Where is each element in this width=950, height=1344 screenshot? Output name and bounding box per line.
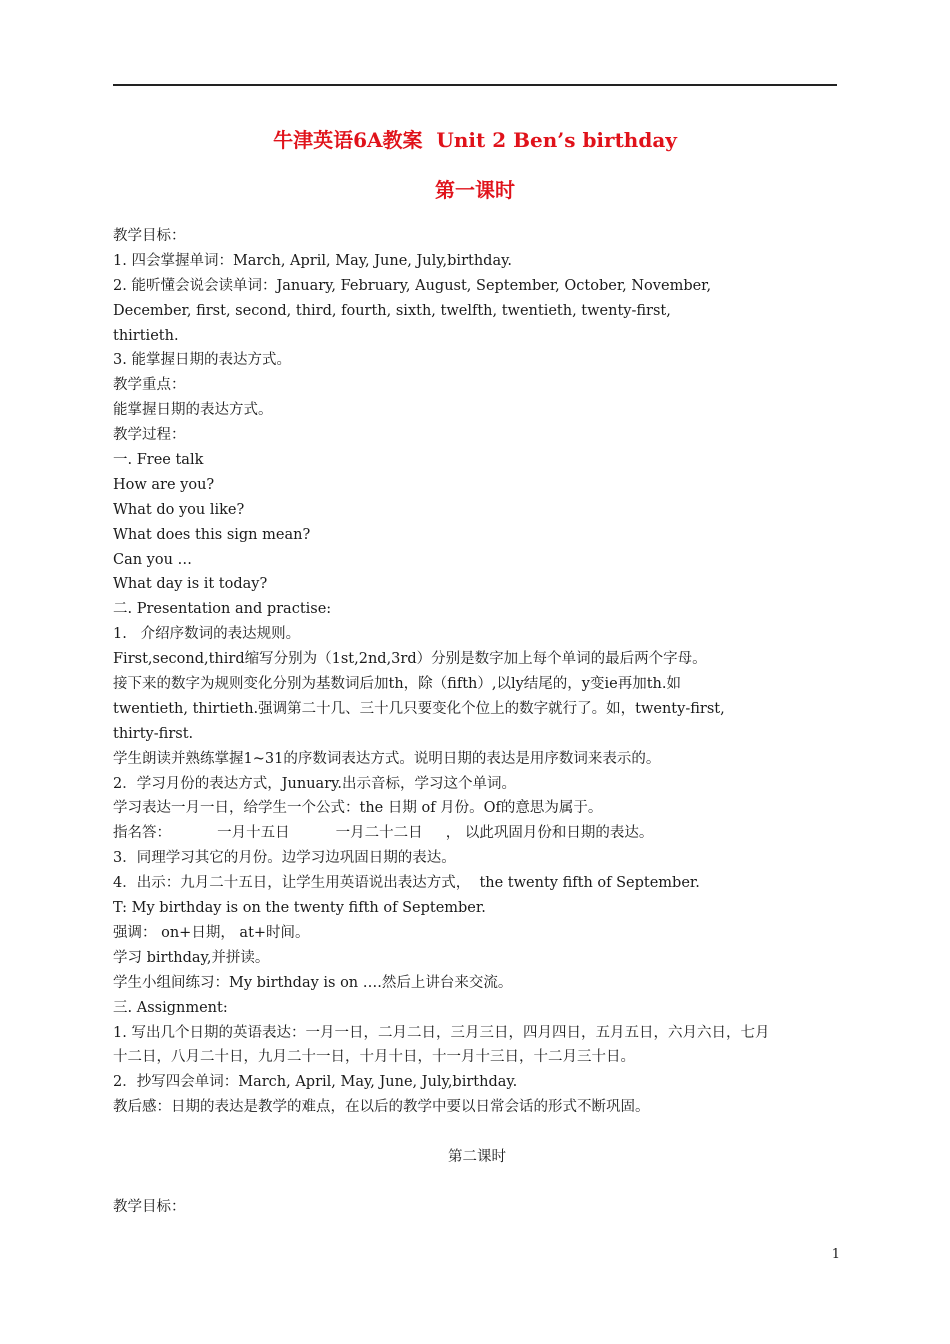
body-line: 4．出示：九月二十五日，让学生用英语说出表达方式， the twenty fifth of September. bbox=[113, 875, 700, 892]
body-line: 教学过程： bbox=[113, 427, 186, 444]
lesson-body bbox=[113, 224, 841, 1220]
body-line: 3. 能掌握日期的表达方式。 bbox=[113, 352, 291, 369]
body-line: 2．学习月份的表达方式，Junuary.出示音标，学习这个单词。 bbox=[113, 775, 517, 792]
document-title: 牛津英语6A教案 Unit 2 Ben’s birthday bbox=[273, 128, 677, 152]
body-line: 2．抄写四会单词：March, April, May, June, July,birthday. bbox=[113, 1074, 518, 1091]
body-line: 教学重点： bbox=[113, 377, 186, 394]
body-line: 1. 介绍序数词的表达规则。 bbox=[113, 626, 301, 643]
lesson-heading: 第一课时 bbox=[435, 178, 515, 202]
body-line: 能掌握日期的表达方式。 bbox=[113, 402, 273, 419]
body-line: 指名答： 一月十五日 一月二十二日 ， 以此巩固月份和日期的表达。 bbox=[113, 825, 654, 842]
body-line: 教学目标： bbox=[113, 228, 186, 244]
body-line: 学习表达一月一日，给学生一个公式：the 日期 of 月份。Of的意思为属于。 bbox=[113, 800, 603, 817]
body-line: 强调： on+日期， at+时间。 bbox=[113, 924, 310, 941]
body-line: 教后感：日期的表达是教学的难点，在以后的教学中要以日常会话的形式不断巩固。 bbox=[113, 1099, 650, 1116]
body-line: 1. 四会掌握单词：March, April, May, June, July,birthday. bbox=[113, 252, 512, 269]
body-line: What day is it today? bbox=[113, 576, 268, 593]
body-line: 学生小组间练习：My birthday is on ….然后上讲台来交流。 bbox=[113, 974, 513, 991]
body-line: 学习 birthday,并拼读。 bbox=[113, 949, 270, 966]
spacer bbox=[113, 1120, 841, 1145]
second-lesson-heading: 第二课时 bbox=[448, 1148, 506, 1165]
body-line: thirtieth. bbox=[113, 327, 179, 344]
body-line: 教学目标： bbox=[113, 1198, 186, 1215]
body-line: 十二日，八月二十日，九月二十一日，十月十日，十一月十三日，十二月三十日。 bbox=[113, 1049, 635, 1066]
body-line: 学生朗读并熟练掌握1~31的序数词表达方式。说明日期的表达是用序数词来表示的。 bbox=[113, 750, 661, 767]
spacer bbox=[113, 1170, 841, 1195]
body-line: 3．同理学习其它的月份。边学习边巩固日期的表达。 bbox=[113, 850, 456, 867]
header-rule bbox=[113, 84, 837, 86]
body-line: What does this sign mean? bbox=[113, 526, 311, 543]
body-line: thirty-first. bbox=[113, 725, 194, 742]
body-line: T: My birthday is on the twenty fifth of September. bbox=[113, 900, 486, 917]
body-line: What do you like? bbox=[113, 501, 245, 518]
body-line: 一. Free talk bbox=[113, 452, 204, 469]
body-line: First,second,third缩写分别为（1st,2nd,3rd）分别是数字加上每个单词的最后两个字母。 bbox=[113, 651, 707, 668]
body-line: 1. 写出几个日期的英语表达：一月一日，二月二日，三月三日，四月四日，五月五日，六月六日，七月 bbox=[113, 1024, 770, 1041]
body-line: twentieth, thirtieth.强调第二十几、三十几只要变化个位上的数字就行了。如，twenty-first, bbox=[113, 700, 725, 717]
body-line: December, first, second, third, fourth, sixth, twelfth, twentieth, twenty-first, bbox=[113, 302, 671, 319]
body-line: 接下来的数字为规则变化分别为基数词后加th，除（fifth）,以ly结尾的，y变ie再加th.如 bbox=[113, 676, 681, 693]
body-line: 2. 能听懂会说会读单词：January, February, August, September, October, November, bbox=[113, 277, 712, 294]
page-number: 1 bbox=[831, 1247, 840, 1262]
body-line: How are you? bbox=[113, 476, 215, 493]
body-line: 二. Presentation and practise: bbox=[113, 601, 332, 618]
body-line: Can you … bbox=[113, 551, 193, 568]
body-line: 三. Assignment: bbox=[113, 999, 228, 1016]
